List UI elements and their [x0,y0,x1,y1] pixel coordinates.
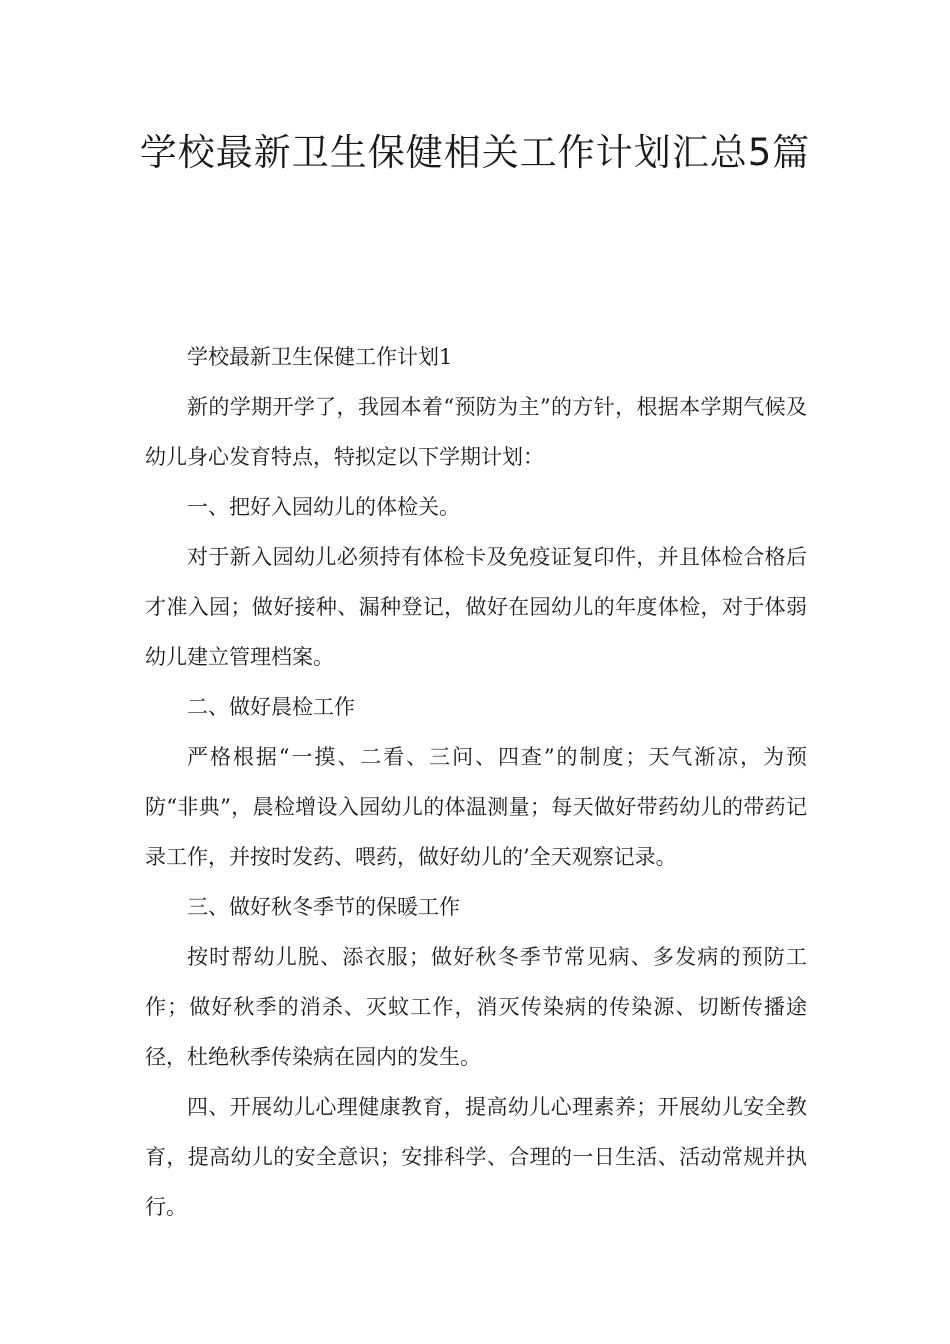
section-heading-3: 三、做好秋冬季节的保暖工作 [187,895,460,919]
section-paragraph-2: 严格根据“一摸、二看、三问、四查”的制度；天气渐凉，为预防“非典”，晨检增设入园幼儿的体温测量；每天做好带药幼儿的带药记录工作，并按时发药、喂药，做好幼儿的’全天观察记录。 [145,745,807,869]
section-heading-1: 一、把好入园幼儿的体检关。 [187,495,460,519]
section-heading-2: 二、做好晨检工作 [187,695,355,719]
document-body [145,332,807,1232]
section-paragraph-4: 四、开展幼儿心理健康教育，提高幼儿心理素养；开展幼儿安全教育，提高幼儿的安全意识；安排科学、合理的一日生活、活动常规并执行。 [145,1095,807,1219]
document-title: 学校最新卫生保健相关工作计划汇总5篇 [139,131,811,174]
intro-paragraph: 新的学期开学了，我园本着“预防为主”的方针，根据本学期气候及幼儿身心发育特点，特拟定以下学期计划： [145,395,807,469]
plan-subtitle: 学校最新卫生保健工作计划1 [187,345,453,369]
section-paragraph-3: 按时帮幼儿脱、添衣服；做好秋冬季节常见病、多发病的预防工作；做好秋季的消杀、灭蚊工作，消灭传染病的传染源、切断传播途径，杜绝秋季传染病在园内的发生。 [145,945,807,1069]
section-paragraph-1: 对于新入园幼儿必须持有体检卡及免疫证复印件，并且体检合格后才准入园；做好接种、漏种登记，做好在园幼儿的年度体检，对于体弱幼儿建立管理档案。 [145,545,807,669]
